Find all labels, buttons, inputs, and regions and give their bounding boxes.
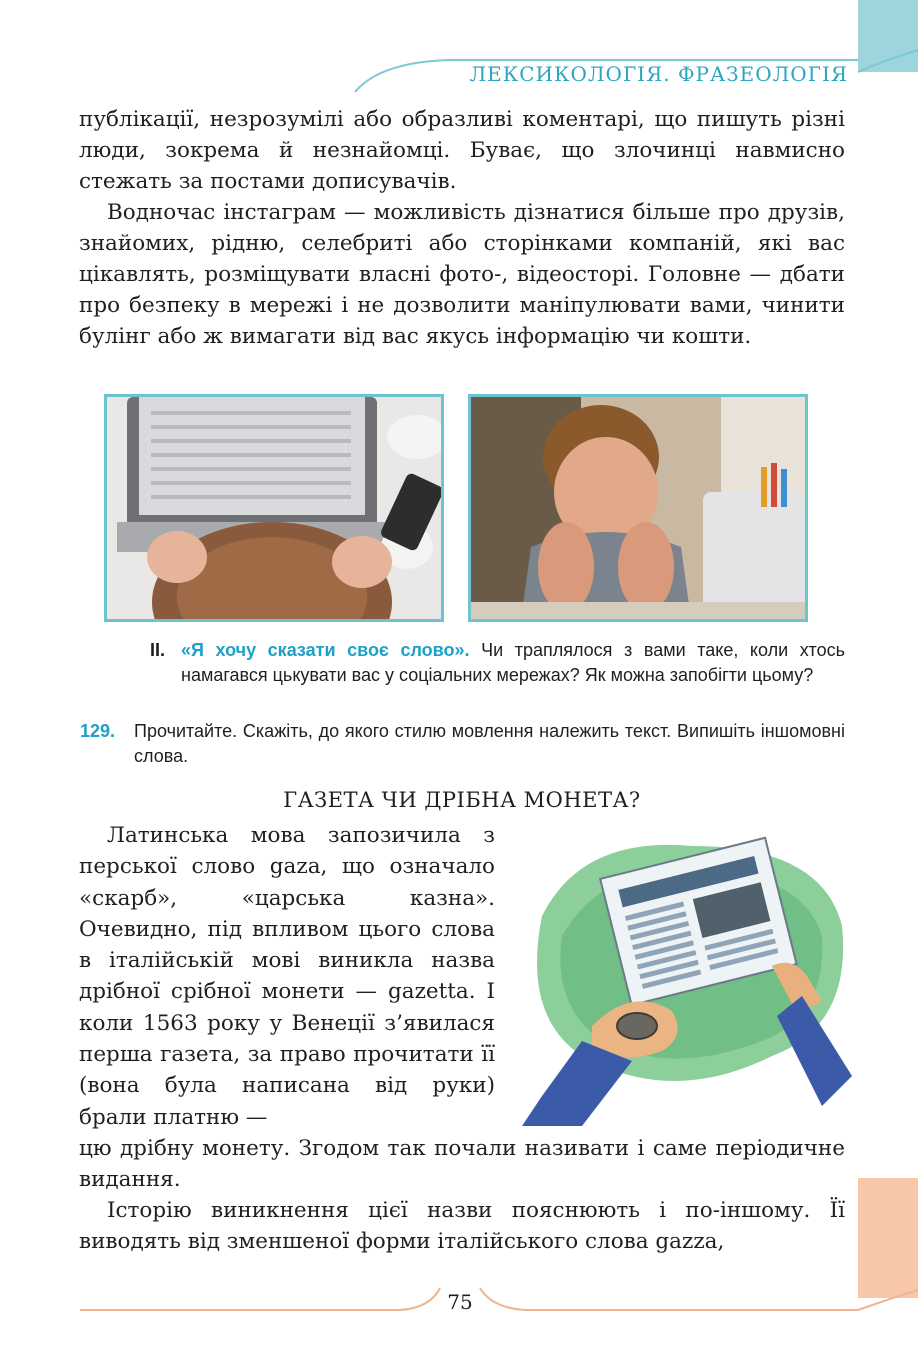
paragraph: Латинська мова запозичила з перської слово gaza, що означало «скарб», «царська казна». Очевидно, під впливом цього слова в італійській мові виникла назва дрібної срібної монети — gazetta. І коли 1563 року у Венеції з’явилася перша газета, за право прочитати її (вона була написана від руки) брали платню — [79,823,495,1130]
task-text: Чи траплялося з вами таке, коли хтось намагався цькувати вас у соціальних мережах? Як можна запобігти цьому? [181,640,845,685]
exercise-number [80,719,130,744]
task-ii-block [181,638,845,688]
paragraph: цю дрібну монету. Згодом так почали називати і саме періодичне видання. [79,1136,845,1192]
running-title: ЛЕКСИКОЛОГІЯ. ФРАЗЕОЛОГІЯ [469,62,848,86]
paragraph: Історію виникнення цієї назви пояснюють і по-іншому. Її виводять від зменшеної форми італійського слова gazza, [79,1198,845,1254]
article-narrow-text [79,820,495,1133]
photo-stressed-person-laptop [104,394,444,622]
task-number: II. [150,640,166,660]
exercise-number-label: 129. [80,721,116,741]
paragraph: Водночас інстаграм — можливість дізнатися більше про друзів, знайомих, рідню, селебриті або сторінками компаній, які вас цікавлять, розміщувати власні фото-, відеосторі. Головне — дбати про безпеку в мережі і не дозволити маніпулювати вами, чинити булінг або ж вимагати від вас якусь інформацію чи кошти. [79,200,845,349]
task-title: «Я хочу сказати своє слово». [181,640,470,660]
article-heading: ГАЗЕТА ЧИ ДРІБНА МОНЕТА? [283,788,641,812]
photo-upset-boy [468,394,808,622]
newspaper-coin-illustration [522,826,852,1126]
article-continuation [79,1133,845,1257]
page-number: 75 [447,1290,473,1314]
intro-text [79,104,845,352]
paragraph: публікації, незрозумілі або образливі коментарі, що пишуть різні люди, зокрема й незнайомці. Буває, що злочинці навмисно стежать за постами дописувачів. [79,107,845,194]
exercise-instructions: Прочитайте. Скажіть, до якого стилю мовлення належить текст. Випишіть іншомовні слова. [134,721,845,766]
